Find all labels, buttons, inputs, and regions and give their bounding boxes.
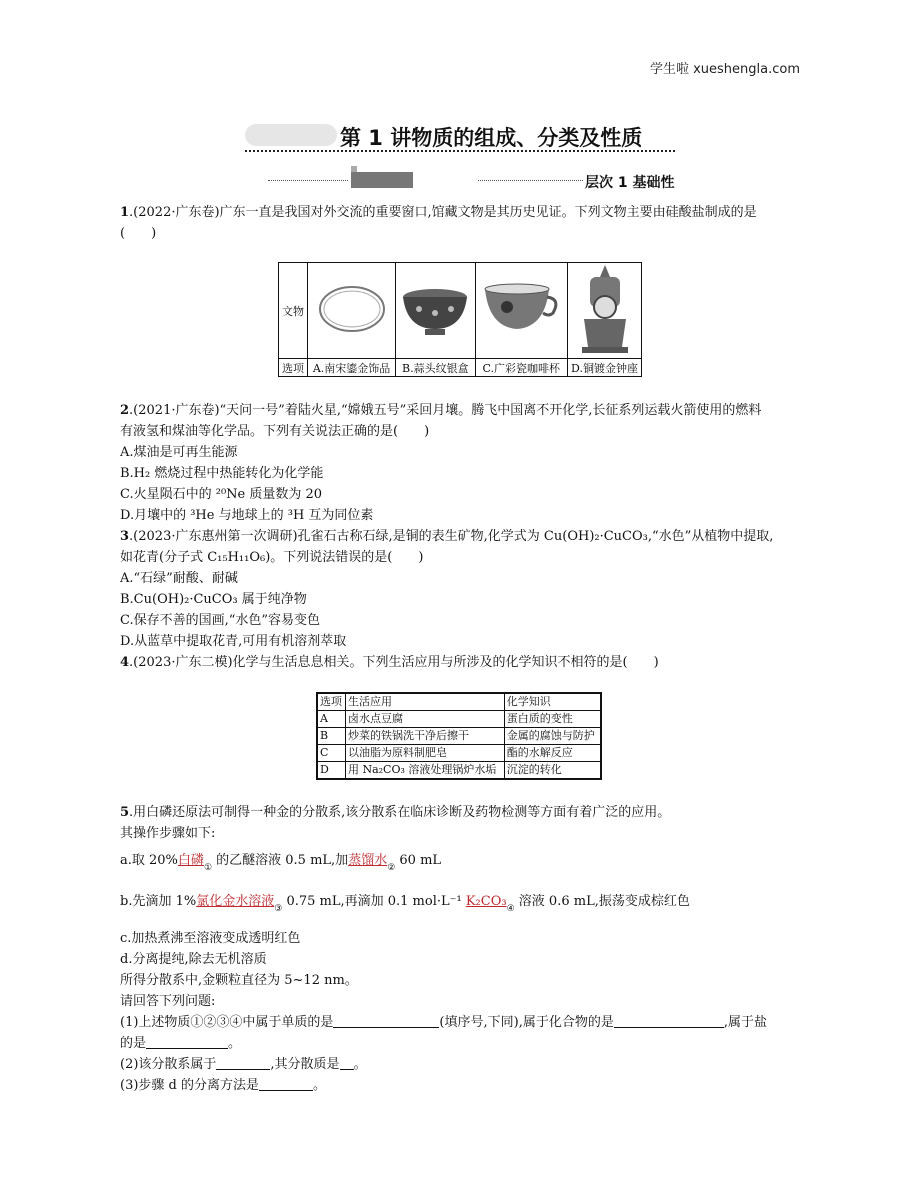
option-header: 选项: [279, 359, 308, 377]
divider: [478, 180, 583, 181]
choice-d: D.月壤中的 ³He 与地球上的 ³H 互为同位素: [120, 508, 374, 523]
watermark: 学生啦 xueshengla.com: [649, 62, 800, 77]
marker: ②: [387, 863, 396, 873]
subquestion-2: [120, 1054, 810, 1075]
cell: C: [317, 745, 345, 762]
choice-a: A.煤油是可再生能源: [120, 445, 238, 460]
question-text: .(2021·广东卷)“天问一号”着陆火星,“嫦娥五号”采回月壤。腾飞中国离不开化学,长征系列运载火箭使用的燃料: [129, 403, 762, 418]
step-c: c.加热煮沸至溶液变成透明红色: [120, 931, 301, 946]
cell: 蛋白质的变性: [504, 711, 601, 728]
clock-icon: [578, 263, 632, 355]
subquestion-3: [120, 1075, 810, 1096]
choice-d: D.从蓝草中提取花青,可用有机溶剂萃取: [120, 634, 347, 649]
subq-text: 。: [228, 1036, 242, 1051]
cell: 用 Na₂CO₃ 溶液处理锅炉水垢: [345, 762, 504, 780]
prompt-text: 请回答下列问题:: [120, 994, 216, 1009]
level-badge: [351, 172, 413, 188]
necklace-icon: [312, 269, 392, 349]
artifact-image-d: [568, 263, 642, 359]
subq-text: (填序号,下同),属于化合物的是: [439, 1015, 614, 1030]
step-text: 0.75 mL,再滴加 0.1 mol·L⁻¹: [282, 894, 466, 909]
cell: 炒菜的铁锅洗干净后擦干: [345, 728, 504, 745]
subq-text: (1)上述物质①②③④中属于单质的是: [120, 1015, 334, 1030]
question-1: [120, 202, 810, 244]
question-text-cont: 其操作步骤如下:: [120, 826, 216, 841]
header-application: 生活应用: [345, 693, 504, 711]
question-text: .(2023·广东二模)化学与生活息息相关。下列生活应用与所涉及的化学知识不相符的是( ): [129, 655, 659, 670]
coffee-cup-icon: [479, 279, 563, 339]
step-text: a.取 20%: [120, 853, 178, 868]
cell: 金属的腐蚀与防护: [504, 728, 601, 745]
silver-box-icon: [399, 279, 471, 339]
subquestion-1-cont: [120, 1033, 810, 1054]
question-text: .用白磷还原法可制得一种金的分散系,该分散系在临床诊断及药物检测等方面有着广泛的应用。: [129, 805, 671, 820]
choice-c: C.保存不善的国画,“水色”容易变色: [120, 613, 321, 628]
answer-blank[interactable]: [333, 1013, 439, 1028]
question-2: [120, 400, 810, 526]
artifact-image-a: [308, 263, 396, 359]
question-number: 3: [120, 529, 130, 544]
level-row: [268, 172, 688, 192]
steps-cont: [120, 928, 810, 1096]
question-number: 5: [120, 805, 130, 820]
marker: ①: [203, 863, 213, 873]
header-option: 选项: [317, 693, 345, 711]
step-text: b.先滴加 1%: [120, 894, 197, 909]
question-5: [120, 802, 810, 844]
question-text-cont: 如花青(分子式 C₁₅H₁₁O₆)。下列说法错误的是( ): [120, 550, 424, 565]
choice-c: C.火星陨石中的 ²⁰Ne 质量数为 20: [120, 487, 323, 502]
table-row: [317, 745, 601, 762]
title-underline: [245, 150, 675, 152]
page-title: 第 1 讲物质的组成、分类及性质: [340, 126, 643, 150]
subq-text: ,属于盐: [723, 1015, 767, 1030]
step-text: 60 mL: [395, 853, 442, 868]
answer-blank[interactable]: [340, 1055, 354, 1070]
question-4: [120, 652, 810, 673]
question-text: .(2022·广东卷)广东一直是我国对外交流的重要窗口,馆藏文物是其历史见证。下列文物主要由硅酸盐制成的是: [129, 205, 757, 220]
artifact-image-c: [475, 263, 567, 359]
table-row: [317, 728, 601, 745]
highlight-distilled-water: 蒸馏水: [348, 853, 388, 868]
cell: A: [317, 711, 345, 728]
option-b: B.蒜头纹银盒: [396, 359, 475, 377]
question-number: 1: [120, 205, 130, 220]
highlight-gold-chloride: 氯化金水溶液: [196, 894, 275, 909]
answer-blank[interactable]: [259, 1076, 313, 1091]
question-3: [120, 526, 810, 652]
step-d: d.分离提纯,除去无机溶质: [120, 952, 267, 967]
question-number: 4: [120, 655, 130, 670]
title-pill: [245, 124, 337, 146]
step-text: 的乙醚溶液 0.5 mL,加: [212, 853, 349, 868]
subq-text: 。: [313, 1078, 327, 1093]
cell: 卤水点豆腐: [345, 711, 504, 728]
subquestion-1: [120, 1012, 810, 1033]
marker: ③: [274, 904, 283, 914]
table-row: [317, 711, 601, 728]
step-a: [120, 850, 810, 879]
answer-bracket: ( ): [120, 226, 157, 241]
header-knowledge: 化学知识: [504, 693, 601, 711]
result-text: 所得分散系中,金颗粒直径为 5~12 nm。: [120, 973, 358, 988]
table-row: [317, 762, 601, 780]
step-text: 溶液 0.6 mL,振荡变成棕红色: [514, 894, 690, 909]
subq-text: (2)该分散系属于: [120, 1057, 217, 1072]
choice-b: B.H₂ 燃烧过程中热能转化为化学能: [120, 466, 324, 481]
subq-text: 。: [353, 1057, 367, 1072]
question-number: 2: [120, 403, 130, 418]
question-text-cont: 有液氢和煤油等化学品。下列有关说法正确的是( ): [120, 424, 430, 439]
option-a: A.南宋鎏金饰品: [308, 359, 396, 377]
life-chemistry-table: [316, 692, 602, 780]
question-text: .(2023·广东惠州第一次调研)孔雀石古称石绿,是铜的表生矿物,化学式为 Cu(OH)₂·CuCO₃,“水色”从植物中提取,: [129, 529, 774, 544]
highlight-potassium-carbonate: K₂CO₃: [465, 894, 507, 909]
answer-blank[interactable]: [216, 1055, 270, 1070]
cell: D: [317, 762, 345, 780]
answer-blank[interactable]: [146, 1034, 228, 1049]
choice-a: A.“石绿”耐酸、耐碱: [120, 571, 238, 586]
subq-text: 的是: [120, 1036, 147, 1051]
cell: 以油脂为原料制肥皂: [345, 745, 504, 762]
option-c: C.广彩瓷咖啡杯: [475, 359, 567, 377]
cell: B: [317, 728, 345, 745]
highlight-white-phosphorus: 白磷: [177, 853, 204, 868]
row-header: 文物: [279, 263, 308, 359]
artifact-table: [278, 262, 642, 377]
subq-text: (3)步骤 d 的分离方法是: [120, 1078, 260, 1093]
choice-b: B.Cu(OH)₂·CuCO₃ 属于纯净物: [120, 592, 307, 607]
option-d: D.铜镀金钟座: [568, 359, 642, 377]
divider: [268, 180, 348, 181]
step-b: [120, 891, 810, 920]
level-label: 层次 1 基础性: [585, 175, 675, 191]
cell: 沉淀的转化: [504, 762, 601, 780]
subq-text: ,其分散质是: [270, 1057, 340, 1072]
answer-blank[interactable]: [614, 1013, 724, 1028]
title-block: [245, 122, 675, 154]
cell: 酯的水解反应: [504, 745, 601, 762]
marker: ④: [506, 904, 515, 914]
artifact-image-b: [396, 263, 475, 359]
